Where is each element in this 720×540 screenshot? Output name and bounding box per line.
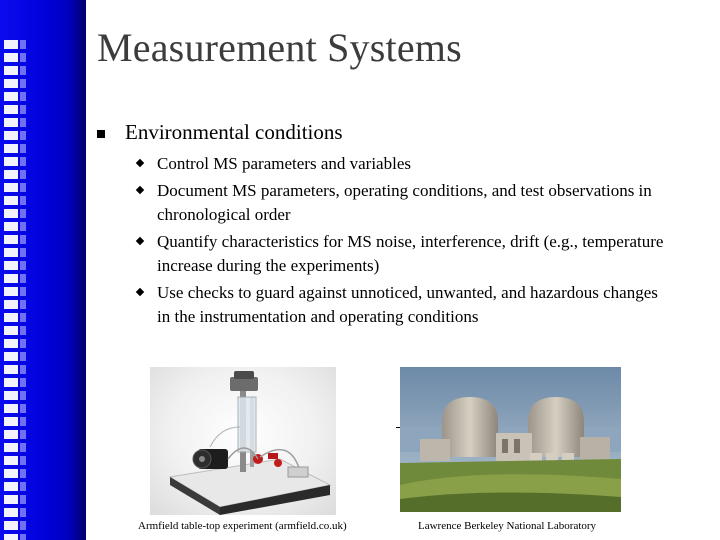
lab-apparatus-icon [150,367,336,515]
sub-bullet-text: Control MS parameters and variables [157,154,411,173]
sub-bullet-text: Document MS parameters, operating conditions, and test observations in chronological order [157,180,652,224]
nuclear-plant-photo [400,367,621,512]
sidebar-shade [70,0,86,540]
sub-bullet-item [135,281,675,330]
diamond-bullet-icon [136,159,144,167]
diamond-bullet-icon [136,185,144,193]
lab-apparatus-photo [150,367,336,515]
sidebar-square-pattern-secondary [20,40,26,540]
square-bullet-icon [97,130,105,138]
sidebar-decoration [0,0,86,540]
main-bullet-text: Environmental conditions [125,120,343,144]
slide-title: Measurement Systems [97,25,462,70]
sub-bullet-text: Quantify characteristics for MS noise, interference, drift (e.g., temperature increase during the experiments) [157,231,664,275]
diamond-bullet-icon [136,287,144,295]
sidebar-square-pattern [4,40,18,540]
sub-bullet-item [135,230,675,279]
left-image-caption: Armfield table-top experiment (armfield.co.uk) [138,520,347,532]
nuclear-plant-icon [400,367,621,512]
right-image-caption: Lawrence Berkeley National Laboratory [418,520,597,532]
sub-bullet-item [135,152,675,177]
diamond-bullet-icon [136,236,144,244]
sub-bullet-item [135,179,675,228]
sub-bullet-text: Use checks to guard against unnoticed, unwanted, and hazardous changes in the instrumentation and operating conditions [157,282,658,326]
sub-bullet-list [135,152,675,332]
